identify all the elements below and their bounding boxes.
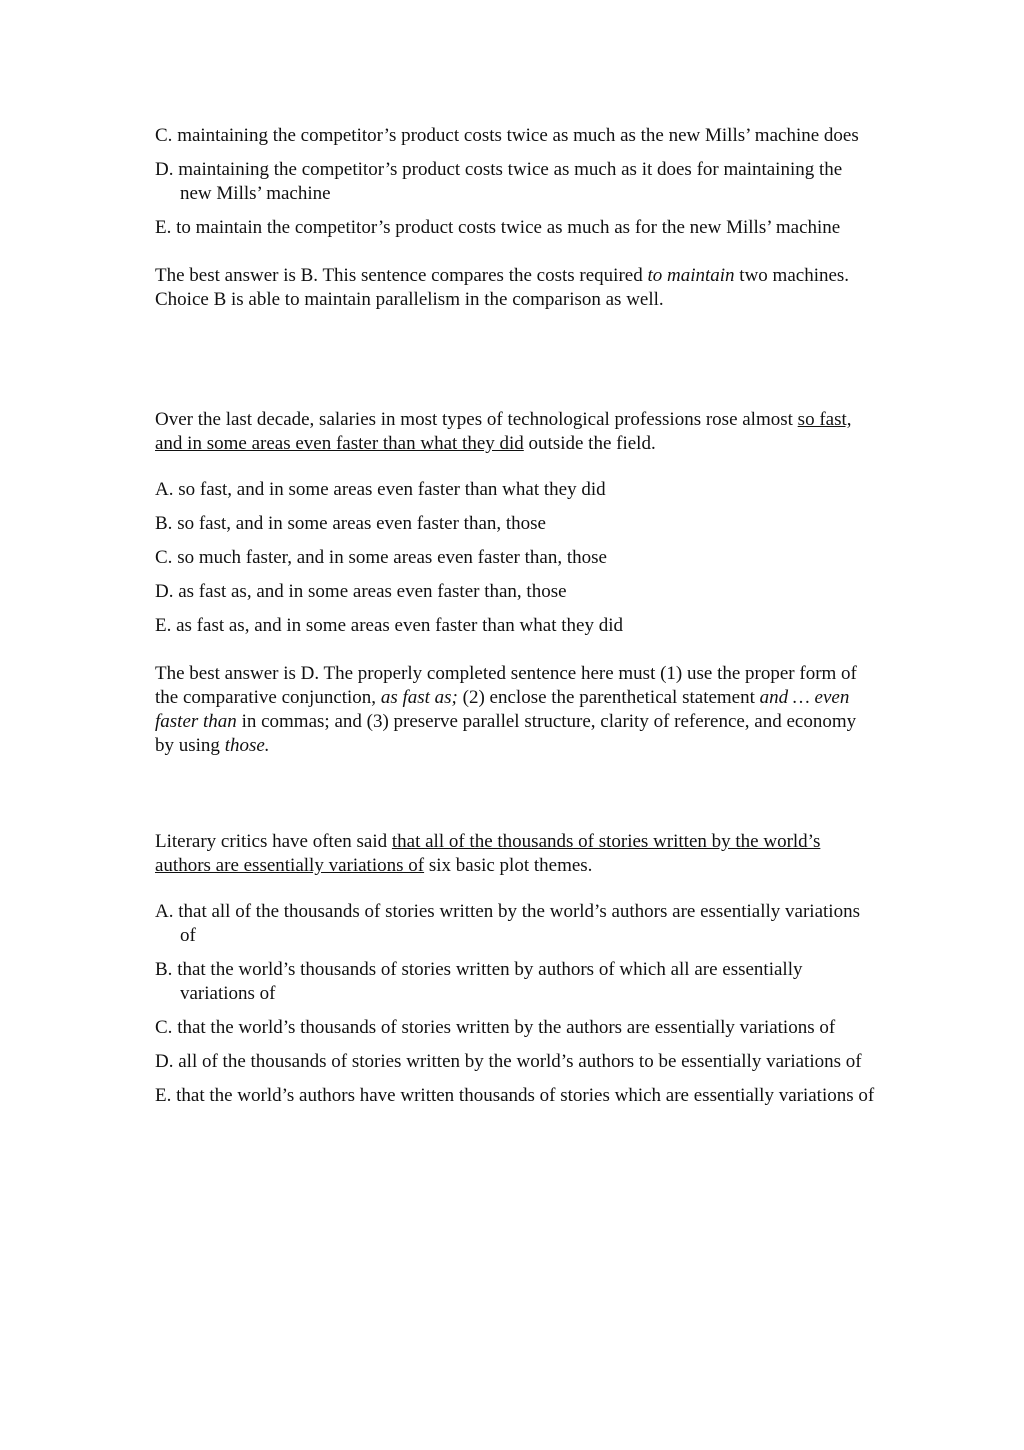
option-b-2: [155, 512, 875, 536]
stem-text: Literary critics have often said: [155, 831, 392, 852]
explanation-2: [155, 662, 875, 758]
option-d-1: [155, 158, 875, 206]
option-text: that the world’s authors have written thousands of stories which are essentially variations of: [176, 1085, 875, 1106]
stem-text: Over the last decade, salaries in most types of technological professions rose almost: [155, 409, 798, 430]
option-list-3: [155, 900, 875, 1108]
option-text: to maintain the competitor’s product costs twice as much as for the new Mills’ machine: [176, 217, 841, 238]
option-list-1: [155, 124, 875, 240]
option-text: maintaining the competitor’s product costs twice as much as the new Mills’ machine does: [177, 125, 859, 146]
explanation-text: The best answer is D. The properly completed sentence here must (1) use the proper form of the comparative conjunction,: [155, 663, 857, 708]
option-letter: D.: [155, 159, 174, 180]
option-letter: D.: [155, 581, 174, 602]
option-d-3: [155, 1050, 875, 1074]
option-text: as fast as, and in some areas even faster than, those: [178, 581, 567, 602]
question-3-stem: [155, 830, 875, 878]
explanation-text: two machines. Choice B is able to maintain parallelism in the comparison as well.: [155, 265, 850, 310]
option-text: so fast, and in some areas even faster than what they did: [178, 479, 606, 500]
explanation-italic: to maintain: [647, 265, 735, 286]
option-text: as fast as, and in some areas even faster than what they did: [176, 615, 623, 636]
option-list-2: [155, 478, 875, 638]
option-letter: E.: [155, 615, 172, 636]
option-text: that all of the thousands of stories written by the world’s authors are essentially variations of: [178, 901, 860, 946]
option-letter: C.: [155, 547, 173, 568]
option-letter: E.: [155, 1085, 172, 1106]
option-a-2: [155, 478, 875, 502]
stem-text: six basic plot themes.: [424, 855, 593, 876]
explanation-1: [155, 264, 875, 312]
option-letter: D.: [155, 1051, 174, 1072]
option-c-1: [155, 124, 875, 148]
stem-underlined: that all of the thousands of stories written by the world’s authors are essentially variations of: [155, 831, 821, 876]
option-text: all of the thousands of stories written by the world’s authors to be essentially variations of: [178, 1051, 862, 1072]
option-a-3: [155, 900, 875, 948]
stem-text: outside the field.: [523, 433, 656, 454]
option-letter: C.: [155, 125, 173, 146]
option-letter: B.: [155, 513, 173, 534]
option-text: that the world’s thousands of stories written by the authors are essentially variations of: [177, 1017, 836, 1038]
explanation-text: (2) enclose the parenthetical statement: [457, 687, 760, 708]
option-b-3: [155, 958, 875, 1006]
explanation-italic: those.: [224, 735, 270, 756]
option-e-3: [155, 1084, 875, 1108]
option-c-2: [155, 546, 875, 570]
option-text: so fast, and in some areas even faster than, those: [177, 513, 546, 534]
option-letter: A.: [155, 479, 174, 500]
explanation-text: in commas; and (3) preserve parallel structure, clarity of reference, and economy by using: [155, 711, 857, 756]
document-page: [155, 124, 875, 1118]
option-letter: A.: [155, 901, 174, 922]
option-letter: B.: [155, 959, 173, 980]
option-d-2: [155, 580, 875, 604]
question-2-stem: [155, 408, 875, 456]
stem-underlined: so fast, and in some areas even faster than what they did: [155, 409, 852, 454]
option-e-1: [155, 216, 875, 240]
explanation-italic: and … even faster than: [155, 687, 850, 732]
option-c-3: [155, 1016, 875, 1040]
option-text: maintaining the competitor’s product costs twice as much as it does for maintaining the new Mills’ machine: [178, 159, 843, 204]
explanation-text: The best answer is B. This sentence compares the costs required: [155, 265, 648, 286]
option-letter: C.: [155, 1017, 173, 1038]
option-e-2: [155, 614, 875, 638]
option-letter: E.: [155, 217, 172, 238]
option-text: so much faster, and in some areas even faster than, those: [177, 547, 607, 568]
option-text: that the world’s thousands of stories written by authors of which all are essentially variations of: [177, 959, 803, 1004]
explanation-italic: as fast as;: [380, 687, 458, 708]
